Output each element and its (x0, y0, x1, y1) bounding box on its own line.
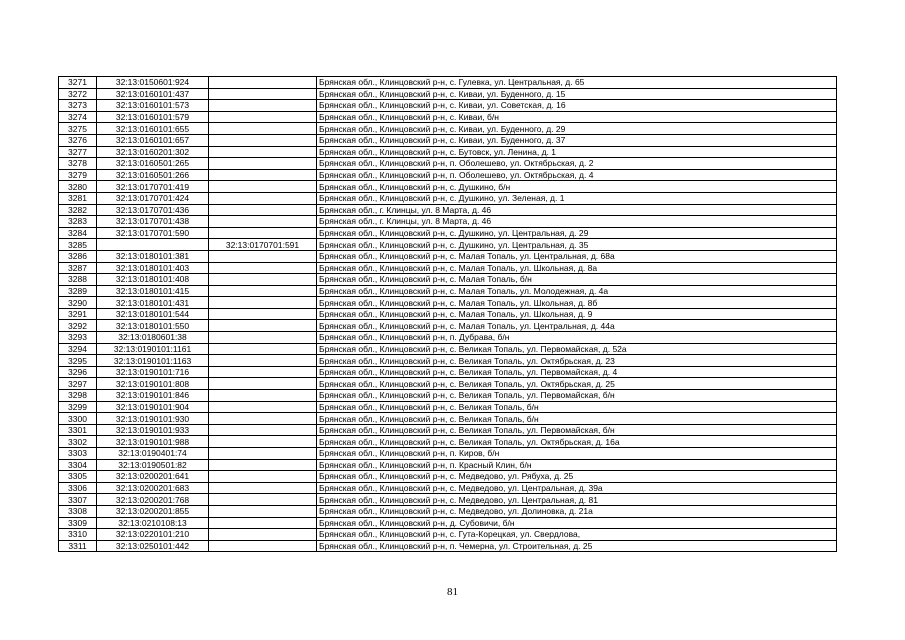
cadastral-number-alt-cell (209, 77, 317, 89)
table-row (59, 181, 837, 193)
cadastral-number-cell: 32:13:0180101:381 (97, 250, 209, 262)
cadastral-number-cell: 32:13:0150601:924 (97, 77, 209, 89)
cadastral-number-cell: 32:13:0180101:408 (97, 274, 209, 286)
address-cell: Брянская обл., Клинцовский р-н, с. Гута-Корецкая, ул. Свердлова, (317, 529, 837, 541)
cadastral-number-cell: 32:13:0160101:573 (97, 100, 209, 112)
address-cell: Брянская обл., г. Клинцы, ул. 8 Марта, д. 46 (317, 216, 837, 228)
cadastral-number-alt-cell (209, 250, 317, 262)
cadastral-number-cell: 32:13:0160101:579 (97, 111, 209, 123)
address-cell: Брянская обл., Клинцовский р-н, с. Киваи, ул. Советская, д. 16 (317, 100, 837, 112)
cadastral-number-cell: 32:13:0190101:988 (97, 436, 209, 448)
cadastral-number-cell: 32:13:0190401:74 (97, 448, 209, 460)
address-cell: Брянская обл., Клинцовский р-н, с. Душкино, ул. Центральная, д. 35 (317, 239, 837, 251)
row-number-cell: 3285 (59, 239, 97, 251)
address-cell: Брянская обл., Клинцовский р-н, с. Великая Топаль, ул. Октябрьская, д. 23 (317, 355, 837, 367)
cadastral-number-alt-cell (209, 181, 317, 193)
cadastral-number-alt-cell (209, 366, 317, 378)
row-number-cell: 3299 (59, 401, 97, 413)
table-row (59, 123, 837, 135)
cadastral-number-alt-cell: 32:13:0170701:591 (209, 239, 317, 251)
cadastral-number-alt-cell (209, 169, 317, 181)
cadastral-number-alt-cell (209, 134, 317, 146)
row-number-cell: 3275 (59, 123, 97, 135)
address-cell: Брянская обл., Клинцовский р-н, с. Великая Топаль, ул. Первомайская, д. 4 (317, 366, 837, 378)
address-cell: Брянская обл., Клинцовский р-н, с. Киваи, ул. Буденного, д. 15 (317, 88, 837, 100)
cadastral-number-cell: 32:13:0190101:1161 (97, 343, 209, 355)
cadastral-table (58, 76, 837, 552)
cadastral-number-cell: 32:13:0190101:930 (97, 413, 209, 425)
address-cell: Брянская обл., Клинцовский р-н, п. Киров, б/н (317, 448, 837, 460)
address-cell: Брянская обл., Клинцовский р-н, с. Киваи, ул. Буденного, д. 29 (317, 123, 837, 135)
address-cell: Брянская обл., Клинцовский р-н, с. Великая Топаль, ул. Первомайская, б/н (317, 390, 837, 402)
cadastral-number-cell: 32:13:0210108:13 (97, 517, 209, 529)
cadastral-number-cell: 32:13:0190101:846 (97, 390, 209, 402)
cadastral-number-cell: 32:13:0180101:403 (97, 262, 209, 274)
cadastral-number-cell (97, 239, 209, 251)
row-number-cell: 3276 (59, 134, 97, 146)
row-number-cell: 3286 (59, 250, 97, 262)
page-number: 81 (447, 586, 458, 598)
table-row (59, 239, 837, 251)
table-row (59, 88, 837, 100)
address-cell: Брянская обл., Клинцовский р-н, с. Малая Топаль, ул. Центральная, д. 68а (317, 250, 837, 262)
row-number-cell: 3297 (59, 378, 97, 390)
row-number-cell: 3296 (59, 366, 97, 378)
address-cell: Брянская обл., Клинцовский р-н, с. Великая Топаль, б/н (317, 413, 837, 425)
cadastral-number-cell: 32:13:0180601:38 (97, 332, 209, 344)
cadastral-number-cell: 32:13:0190101:904 (97, 401, 209, 413)
cadastral-number-cell: 32:13:0170701:438 (97, 216, 209, 228)
row-number-cell: 3281 (59, 192, 97, 204)
table-row (59, 343, 837, 355)
cadastral-number-cell: 32:13:0200201:641 (97, 471, 209, 483)
table-row (59, 366, 837, 378)
cadastral-number-cell: 32:13:0200201:683 (97, 482, 209, 494)
table-row (59, 320, 837, 332)
cadastral-number-cell: 32:13:0190101:716 (97, 366, 209, 378)
table-row (59, 297, 837, 309)
cadastral-number-alt-cell (209, 378, 317, 390)
table-body (59, 77, 837, 552)
address-cell: Брянская обл., Клинцовский р-н, с. Душкино, ул. Центральная, д. 29 (317, 227, 837, 239)
cadastral-number-cell: 32:13:0170701:590 (97, 227, 209, 239)
address-cell: Брянская обл., Клинцовский р-н, с. Малая Топаль, ул. Молодежная, д. 4а (317, 285, 837, 297)
cadastral-number-alt-cell (209, 262, 317, 274)
table-row (59, 413, 837, 425)
address-cell: Брянская обл., Клинцовский р-н, д. Субовичи, б/н (317, 517, 837, 529)
row-number-cell: 3307 (59, 494, 97, 506)
cadastral-number-alt-cell (209, 216, 317, 228)
address-cell: Брянская обл., Клинцовский р-н, с. Бутовск, ул. Ленина, д. 1 (317, 146, 837, 158)
cadastral-number-alt-cell (209, 285, 317, 297)
address-cell: Брянская обл., Клинцовский р-н, с. Малая Топаль, ул. Школьная, д. 9 (317, 308, 837, 320)
row-number-cell: 3291 (59, 308, 97, 320)
row-number-cell: 3273 (59, 100, 97, 112)
row-number-cell: 3311 (59, 540, 97, 552)
row-number-cell: 3306 (59, 482, 97, 494)
cadastral-number-cell: 32:13:0190101:808 (97, 378, 209, 390)
address-cell: Брянская обл., Клинцовский р-н, с. Малая Топаль, ул. Школьная, д. 8а (317, 262, 837, 274)
cadastral-number-alt-cell (209, 448, 317, 460)
cadastral-number-cell: 32:13:0180101:550 (97, 320, 209, 332)
table-row (59, 517, 837, 529)
cadastral-number-cell: 32:13:0170701:436 (97, 204, 209, 216)
cadastral-number-alt-cell (209, 146, 317, 158)
table-row (59, 100, 837, 112)
cadastral-number-alt-cell (209, 355, 317, 367)
table-row (59, 308, 837, 320)
table-row (59, 448, 837, 460)
row-number-cell: 3310 (59, 529, 97, 541)
cadastral-number-alt-cell (209, 88, 317, 100)
table-row (59, 436, 837, 448)
cadastral-number-cell: 32:13:0160201:302 (97, 146, 209, 158)
table-row (59, 204, 837, 216)
cadastral-number-alt-cell (209, 529, 317, 541)
row-number-cell: 3309 (59, 517, 97, 529)
table-row (59, 77, 837, 89)
row-number-cell: 3279 (59, 169, 97, 181)
row-number-cell: 3277 (59, 146, 97, 158)
row-number-cell: 3284 (59, 227, 97, 239)
address-cell: Брянская обл., Клинцовский р-н, с. Медведово, ул. Центральная, д. 39а (317, 482, 837, 494)
row-number-cell: 3271 (59, 77, 97, 89)
table-row (59, 250, 837, 262)
row-number-cell: 3298 (59, 390, 97, 402)
cadastral-number-alt-cell (209, 401, 317, 413)
cadastral-number-alt-cell (209, 192, 317, 204)
address-cell: Брянская обл., Клинцовский р-н, с. Великая Топаль, ул. Первомайская, б/н (317, 424, 837, 436)
table-row (59, 471, 837, 483)
cadastral-number-cell: 32:13:0180101:431 (97, 297, 209, 309)
row-number-cell: 3295 (59, 355, 97, 367)
row-number-cell: 3289 (59, 285, 97, 297)
address-cell: Брянская обл., Клинцовский р-н, с. Киваи, ул. Буденного, д. 37 (317, 134, 837, 146)
table-row (59, 227, 837, 239)
cadastral-number-alt-cell (209, 424, 317, 436)
cadastral-number-alt-cell (209, 123, 317, 135)
cadastral-number-alt-cell (209, 471, 317, 483)
address-cell: Брянская обл., Клинцовский р-н, с. Медведово, ул. Рябуха, д. 25 (317, 471, 837, 483)
cadastral-number-cell: 32:13:0160101:655 (97, 123, 209, 135)
table-row (59, 424, 837, 436)
row-number-cell: 3304 (59, 459, 97, 471)
address-cell: Брянская обл., Клинцовский р-н, п. Дубрава, б/н (317, 332, 837, 344)
row-number-cell: 3301 (59, 424, 97, 436)
address-cell: Брянская обл., Клинцовский р-н, с. Великая Топаль, ул. Октябрьская, д. 25 (317, 378, 837, 390)
cadastral-number-alt-cell (209, 204, 317, 216)
table-row (59, 459, 837, 471)
cadastral-number-alt-cell (209, 320, 317, 332)
row-number-cell: 3278 (59, 158, 97, 170)
address-cell: Брянская обл., Клинцовский р-н, п. Чемерна, ул. Строительная, д. 25 (317, 540, 837, 552)
cadastral-number-alt-cell (209, 517, 317, 529)
table-row (59, 482, 837, 494)
table-row (59, 134, 837, 146)
cadastral-number-alt-cell (209, 111, 317, 123)
row-number-cell: 3308 (59, 505, 97, 517)
table-row (59, 274, 837, 286)
table-row (59, 146, 837, 158)
cadastral-number-alt-cell (209, 274, 317, 286)
table-row (59, 505, 837, 517)
row-number-cell: 3303 (59, 448, 97, 460)
cadastral-number-cell: 32:13:0180101:544 (97, 308, 209, 320)
cadastral-number-cell: 32:13:0160101:657 (97, 134, 209, 146)
row-number-cell: 3290 (59, 297, 97, 309)
cadastral-number-cell: 32:13:0160101:437 (97, 88, 209, 100)
cadastral-number-cell: 32:13:0170701:424 (97, 192, 209, 204)
row-number-cell: 3293 (59, 332, 97, 344)
address-cell: Брянская обл., Клинцовский р-н, с. Великая Топаль, ул. Октябрьская, д. 16а (317, 436, 837, 448)
address-cell: Брянская обл., г. Клинцы, ул. 8 Марта, д. 46 (317, 204, 837, 216)
table-row (59, 529, 837, 541)
table-row (59, 355, 837, 367)
row-number-cell: 3294 (59, 343, 97, 355)
table-row (59, 111, 837, 123)
table-row (59, 262, 837, 274)
cadastral-number-cell: 32:13:0190101:933 (97, 424, 209, 436)
row-number-cell: 3305 (59, 471, 97, 483)
address-cell: Брянская обл., Клинцовский р-н, с. Малая Топаль, ул. Школьная, д. 8б (317, 297, 837, 309)
cadastral-number-cell: 32:13:0170701:419 (97, 181, 209, 193)
address-cell: Брянская обл., Клинцовский р-н, с. Медведово, ул. Долиновка, д. 21а (317, 505, 837, 517)
cadastral-number-cell: 32:13:0190501:82 (97, 459, 209, 471)
cadastral-number-alt-cell (209, 459, 317, 471)
cadastral-number-cell: 32:13:0160501:265 (97, 158, 209, 170)
cadastral-number-alt-cell (209, 100, 317, 112)
address-cell: Брянская обл., Клинцовский р-н, с. Киваи, б/н (317, 111, 837, 123)
cadastral-number-alt-cell (209, 297, 317, 309)
cadastral-number-cell: 32:13:0220101:210 (97, 529, 209, 541)
cadastral-number-alt-cell (209, 308, 317, 320)
table-row (59, 169, 837, 181)
cadastral-number-cell: 32:13:0200201:855 (97, 505, 209, 517)
address-cell: Брянская обл., Клинцовский р-н, с. Медведово, ул. Центральная, д. 81 (317, 494, 837, 506)
table-row (59, 192, 837, 204)
table-row (59, 285, 837, 297)
row-number-cell: 3283 (59, 216, 97, 228)
row-number-cell: 3292 (59, 320, 97, 332)
table-row (59, 390, 837, 402)
address-cell: Брянская обл., Клинцовский р-н, с. Малая Топаль, б/н (317, 274, 837, 286)
cadastral-number-alt-cell (209, 436, 317, 448)
address-cell: Брянская обл., Клинцовский р-н, с. Гулевка, ул. Центральная, д. 65 (317, 77, 837, 89)
address-cell: Брянская обл., Клинцовский р-н, с. Душкино, б/н (317, 181, 837, 193)
cadastral-number-alt-cell (209, 540, 317, 552)
address-cell: Брянская обл., Клинцовский р-н, п. Красный Клин, б/н (317, 459, 837, 471)
cadastral-number-alt-cell (209, 413, 317, 425)
address-cell: Брянская обл., Клинцовский р-н, п. Оболешево, ул. Октябрьская, д. 2 (317, 158, 837, 170)
row-number-cell: 3280 (59, 181, 97, 193)
cadastral-number-cell: 32:13:0200201:768 (97, 494, 209, 506)
table-row (59, 378, 837, 390)
cadastral-number-cell: 32:13:0160501:266 (97, 169, 209, 181)
cadastral-number-alt-cell (209, 390, 317, 402)
row-number-cell: 3302 (59, 436, 97, 448)
table-row (59, 494, 837, 506)
cadastral-number-alt-cell (209, 227, 317, 239)
row-number-cell: 3300 (59, 413, 97, 425)
table-row (59, 158, 837, 170)
address-cell: Брянская обл., Клинцовский р-н, с. Малая Топаль, ул. Центральная, д. 44а (317, 320, 837, 332)
row-number-cell: 3274 (59, 111, 97, 123)
cadastral-number-alt-cell (209, 332, 317, 344)
cadastral-number-alt-cell (209, 158, 317, 170)
address-cell: Брянская обл., Клинцовский р-н, п. Оболешево, ул. Октябрьская, д. 4 (317, 169, 837, 181)
table-row (59, 216, 837, 228)
row-number-cell: 3287 (59, 262, 97, 274)
row-number-cell: 3272 (59, 88, 97, 100)
cadastral-number-cell: 32:13:0250101:442 (97, 540, 209, 552)
cadastral-number-alt-cell (209, 505, 317, 517)
cadastral-number-alt-cell (209, 482, 317, 494)
cadastral-number-cell: 32:13:0180101:415 (97, 285, 209, 297)
table-row (59, 401, 837, 413)
table-row (59, 540, 837, 552)
cadastral-number-cell: 32:13:0190101:1163 (97, 355, 209, 367)
row-number-cell: 3282 (59, 204, 97, 216)
cadastral-number-alt-cell (209, 343, 317, 355)
address-cell: Брянская обл., Клинцовский р-н, с. Великая Топаль, ул. Первомайская, д. 52а (317, 343, 837, 355)
address-cell: Брянская обл., Клинцовский р-н, с. Великая Топаль, б/н (317, 401, 837, 413)
row-number-cell: 3288 (59, 274, 97, 286)
address-cell: Брянская обл., Клинцовский р-н, с. Душкино, ул. Зеленая, д. 1 (317, 192, 837, 204)
cadastral-number-alt-cell (209, 494, 317, 506)
table-row (59, 332, 837, 344)
